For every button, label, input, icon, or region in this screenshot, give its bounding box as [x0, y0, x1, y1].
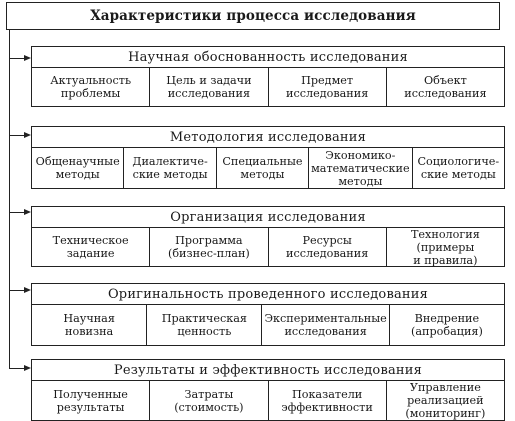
section-item: Практическая ценность: [147, 305, 262, 345]
section-item: Общенаучные методы: [32, 148, 124, 188]
section-originality: [31, 283, 505, 346]
section-results: [31, 359, 505, 421]
section-item: Внедрение (апробация): [390, 305, 505, 345]
section-item: Управление реализацией (мониторинг): [387, 381, 505, 420]
section-organization: [31, 206, 505, 267]
connector-branch: [9, 368, 24, 369]
section-item: Технология (примеры и правила): [387, 228, 505, 266]
section-item: Объект исследования: [387, 68, 505, 106]
connector-branch: [9, 290, 24, 291]
section-item: Экспериментальные исследования: [262, 305, 389, 345]
section-scientific-validity: [31, 46, 505, 107]
section-item: Затраты (стоимость): [150, 381, 268, 420]
arrow-icon: [24, 287, 31, 293]
connector-branch: [9, 212, 24, 213]
section-heading: Научная обоснованность исследования: [31, 46, 505, 68]
section-item: Техническое задание: [32, 228, 150, 266]
section-items-row: [31, 67, 505, 107]
arrow-icon: [24, 365, 31, 371]
section-item: Специальные методы: [217, 148, 309, 188]
section-item: Актуальность проблемы: [32, 68, 150, 106]
connector-trunk: [9, 30, 10, 368]
arrow-icon: [24, 55, 31, 61]
section-item: Цель и задачи исследования: [150, 68, 268, 106]
section-item: Социологиче- ские методы: [413, 148, 505, 188]
connector-branch: [9, 58, 24, 59]
section-item: Диалектиче- ские методы: [124, 148, 216, 188]
diagram-title: Характеристики процесса исследования: [6, 2, 500, 30]
section-items-row: [31, 304, 505, 346]
arrow-icon: [24, 132, 31, 138]
section-items-row: [31, 380, 505, 421]
section-item: Полученные результаты: [32, 381, 150, 420]
arrow-icon: [24, 209, 31, 215]
section-item: Ресурсы исследования: [269, 228, 387, 266]
section-item: Программа (бизнес-план): [150, 228, 268, 266]
section-heading: Оригинальность проведенного исследования: [31, 283, 505, 305]
section-items-row: [31, 147, 505, 189]
section-item: Научная новизна: [32, 305, 147, 345]
section-methodology: [31, 126, 505, 189]
section-heading: Организация исследования: [31, 206, 505, 228]
section-item: Предмет исследования: [269, 68, 387, 106]
section-item: Показатели эффективности: [269, 381, 387, 420]
section-heading: Результаты и эффективность исследования: [31, 359, 505, 381]
connector-branch: [9, 135, 24, 136]
section-item: Экономико- математические методы: [309, 148, 413, 188]
section-heading: Методология исследования: [31, 126, 505, 148]
section-items-row: [31, 227, 505, 267]
